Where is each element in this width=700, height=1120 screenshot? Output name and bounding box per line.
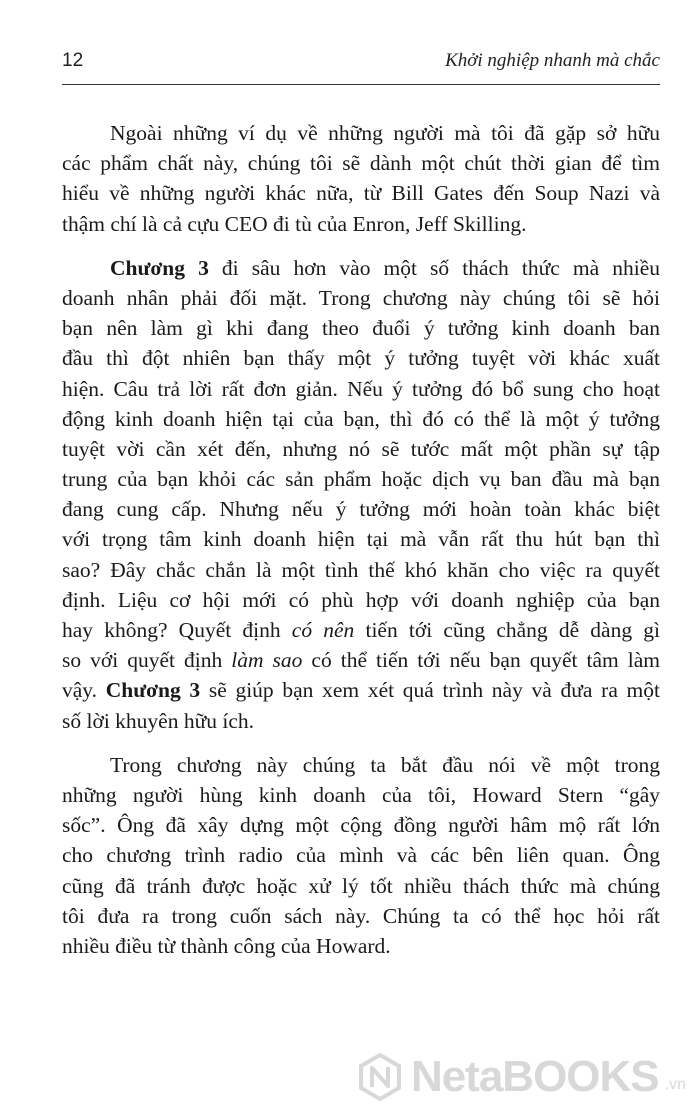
text-line: [62, 118, 660, 148]
text-span: vậy.: [62, 678, 106, 703]
text-line: [62, 178, 660, 208]
text-line: [62, 524, 660, 554]
text-line: [62, 209, 660, 239]
text-span: với trọng tâm kinh doanh hiện tại mà vẫn rất thu hút bạn thì: [62, 527, 660, 552]
text-span: thậm chí là cả cựu CEO đi tù của Enron, Jeff Skilling.: [62, 211, 527, 236]
text-span: hiện. Câu trả lời rất đơn giản. Nếu ý tưởng đó bổ sung cho hoạt: [62, 376, 660, 401]
text-line: [62, 253, 660, 283]
text-span: đầu thì đột nhiên bạn thấy một ý tưởng tuyệt vời khác xuất: [62, 346, 660, 371]
page-header: [62, 44, 660, 85]
text-span: có thể tiến tới nếu bạn quyết tâm làm: [302, 648, 660, 673]
text-span: những người hùng kinh doanh của tôi, Howard Stern “gây: [62, 782, 660, 807]
text-line: [62, 374, 660, 404]
text-line: [62, 706, 660, 736]
paragraph-gap: [62, 736, 660, 750]
text-span: đi sâu hơn vào một số thách thức mà nhiều: [208, 255, 660, 280]
text-span: động kinh doanh hiện tại của bạn, thì đó có thể là một ý tưởng: [62, 406, 660, 431]
watermark: [355, 1052, 686, 1102]
n-logo-icon: [355, 1052, 405, 1102]
bold-text: Chương 3: [110, 255, 209, 280]
text-line: [62, 750, 660, 780]
text-span: tiến tới cũng chẳng dễ dàng gì: [354, 618, 660, 642]
text-line: [62, 283, 660, 313]
text-span: cho chương trình radio của mình và các bên liên quan. Ông: [62, 843, 660, 868]
text-span: so với quyết định: [62, 648, 232, 673]
text-span: nhiều điều từ thành công của Howard.: [62, 933, 391, 958]
text-span: tôi đưa ra trong cuốn sách này. Chúng ta có thể học hỏi rất: [62, 903, 660, 928]
text-span: hay không? Quyết định: [62, 618, 292, 642]
text-line: [62, 404, 660, 434]
text-span: doanh nhân phải đối mặt. Trong chương này chúng tôi sẽ hỏi: [62, 285, 660, 310]
text-span: trung của bạn khỏi các sản phẩm hoặc dịch vụ ban đầu mà bạn: [62, 467, 660, 492]
text-span: các phẩm chất này, chúng tôi sẽ dành một chút thời gian để tìm: [62, 151, 660, 176]
text-span: số lời khuyên hữu ích.: [62, 708, 255, 733]
text-span: bạn nên làm gì khi đang theo đuổi ý tưởng kinh doanh ban: [62, 316, 660, 341]
paragraph-gap: [62, 239, 660, 253]
text-line: [62, 810, 660, 840]
text-span: Ngoài những ví dụ về những người mà tôi đã gặp sở hữu: [110, 121, 660, 145]
text-line: [62, 675, 660, 705]
italic-text: làm sao: [231, 648, 303, 673]
running-title: Khởi nghiệp nhanh mà chắc: [445, 50, 660, 71]
text-span: đang cung cấp. Nhưng nếu ý tưởng mới hoàn toàn khác biệt: [62, 497, 660, 522]
text-line: [62, 464, 660, 494]
text-line: [62, 555, 660, 585]
body-text: [62, 118, 660, 961]
text-span: sốc”. Ông đã xây dựng một cộng đồng người hâm mộ rất lớn: [62, 813, 660, 838]
text-line: [62, 615, 660, 645]
text-line: [62, 840, 660, 870]
text-span: Trong chương này chúng ta bắt đầu nói về một trong: [110, 752, 660, 777]
watermark-suffix: .vn: [664, 1076, 686, 1093]
text-line: [62, 313, 660, 343]
text-span: định. Liệu cơ hội mới có phù hợp với doanh nghiệp của bạn: [62, 587, 660, 612]
paragraph: [62, 750, 660, 961]
text-line: [62, 343, 660, 373]
watermark-brand: NetaBOOKS: [410, 1052, 659, 1101]
text-span: hiểu về những người khác nữa, từ Bill Gates đến Soup Nazi và: [62, 181, 660, 206]
paragraph: [62, 253, 660, 736]
bold-text: Chương 3: [105, 678, 201, 703]
text-span: tuyệt vời cần xét đến, nhưng nó sẽ tước mất một phần sự tập: [62, 436, 660, 461]
text-line: [62, 645, 660, 675]
text-span: sẽ giúp bạn xem xét quá trình này và đưa ra một: [200, 678, 660, 703]
text-line: [62, 494, 660, 524]
text-line: [62, 780, 660, 810]
paragraph: [62, 118, 660, 239]
page-number: 12: [62, 50, 84, 71]
text-span: sao? Đây chắc chắn là một tình thế khó khăn cho việc ra quyết: [62, 557, 660, 582]
italic-text: có nên: [291, 618, 355, 642]
text-line: [62, 871, 660, 901]
text-line: [62, 148, 660, 178]
text-line: [62, 901, 660, 931]
text-line: [62, 434, 660, 464]
text-line: [62, 931, 660, 961]
text-span: cũng đã tránh được hoặc xử lý tốt nhiều thách thức mà chúng: [62, 873, 660, 898]
text-line: [62, 585, 660, 615]
